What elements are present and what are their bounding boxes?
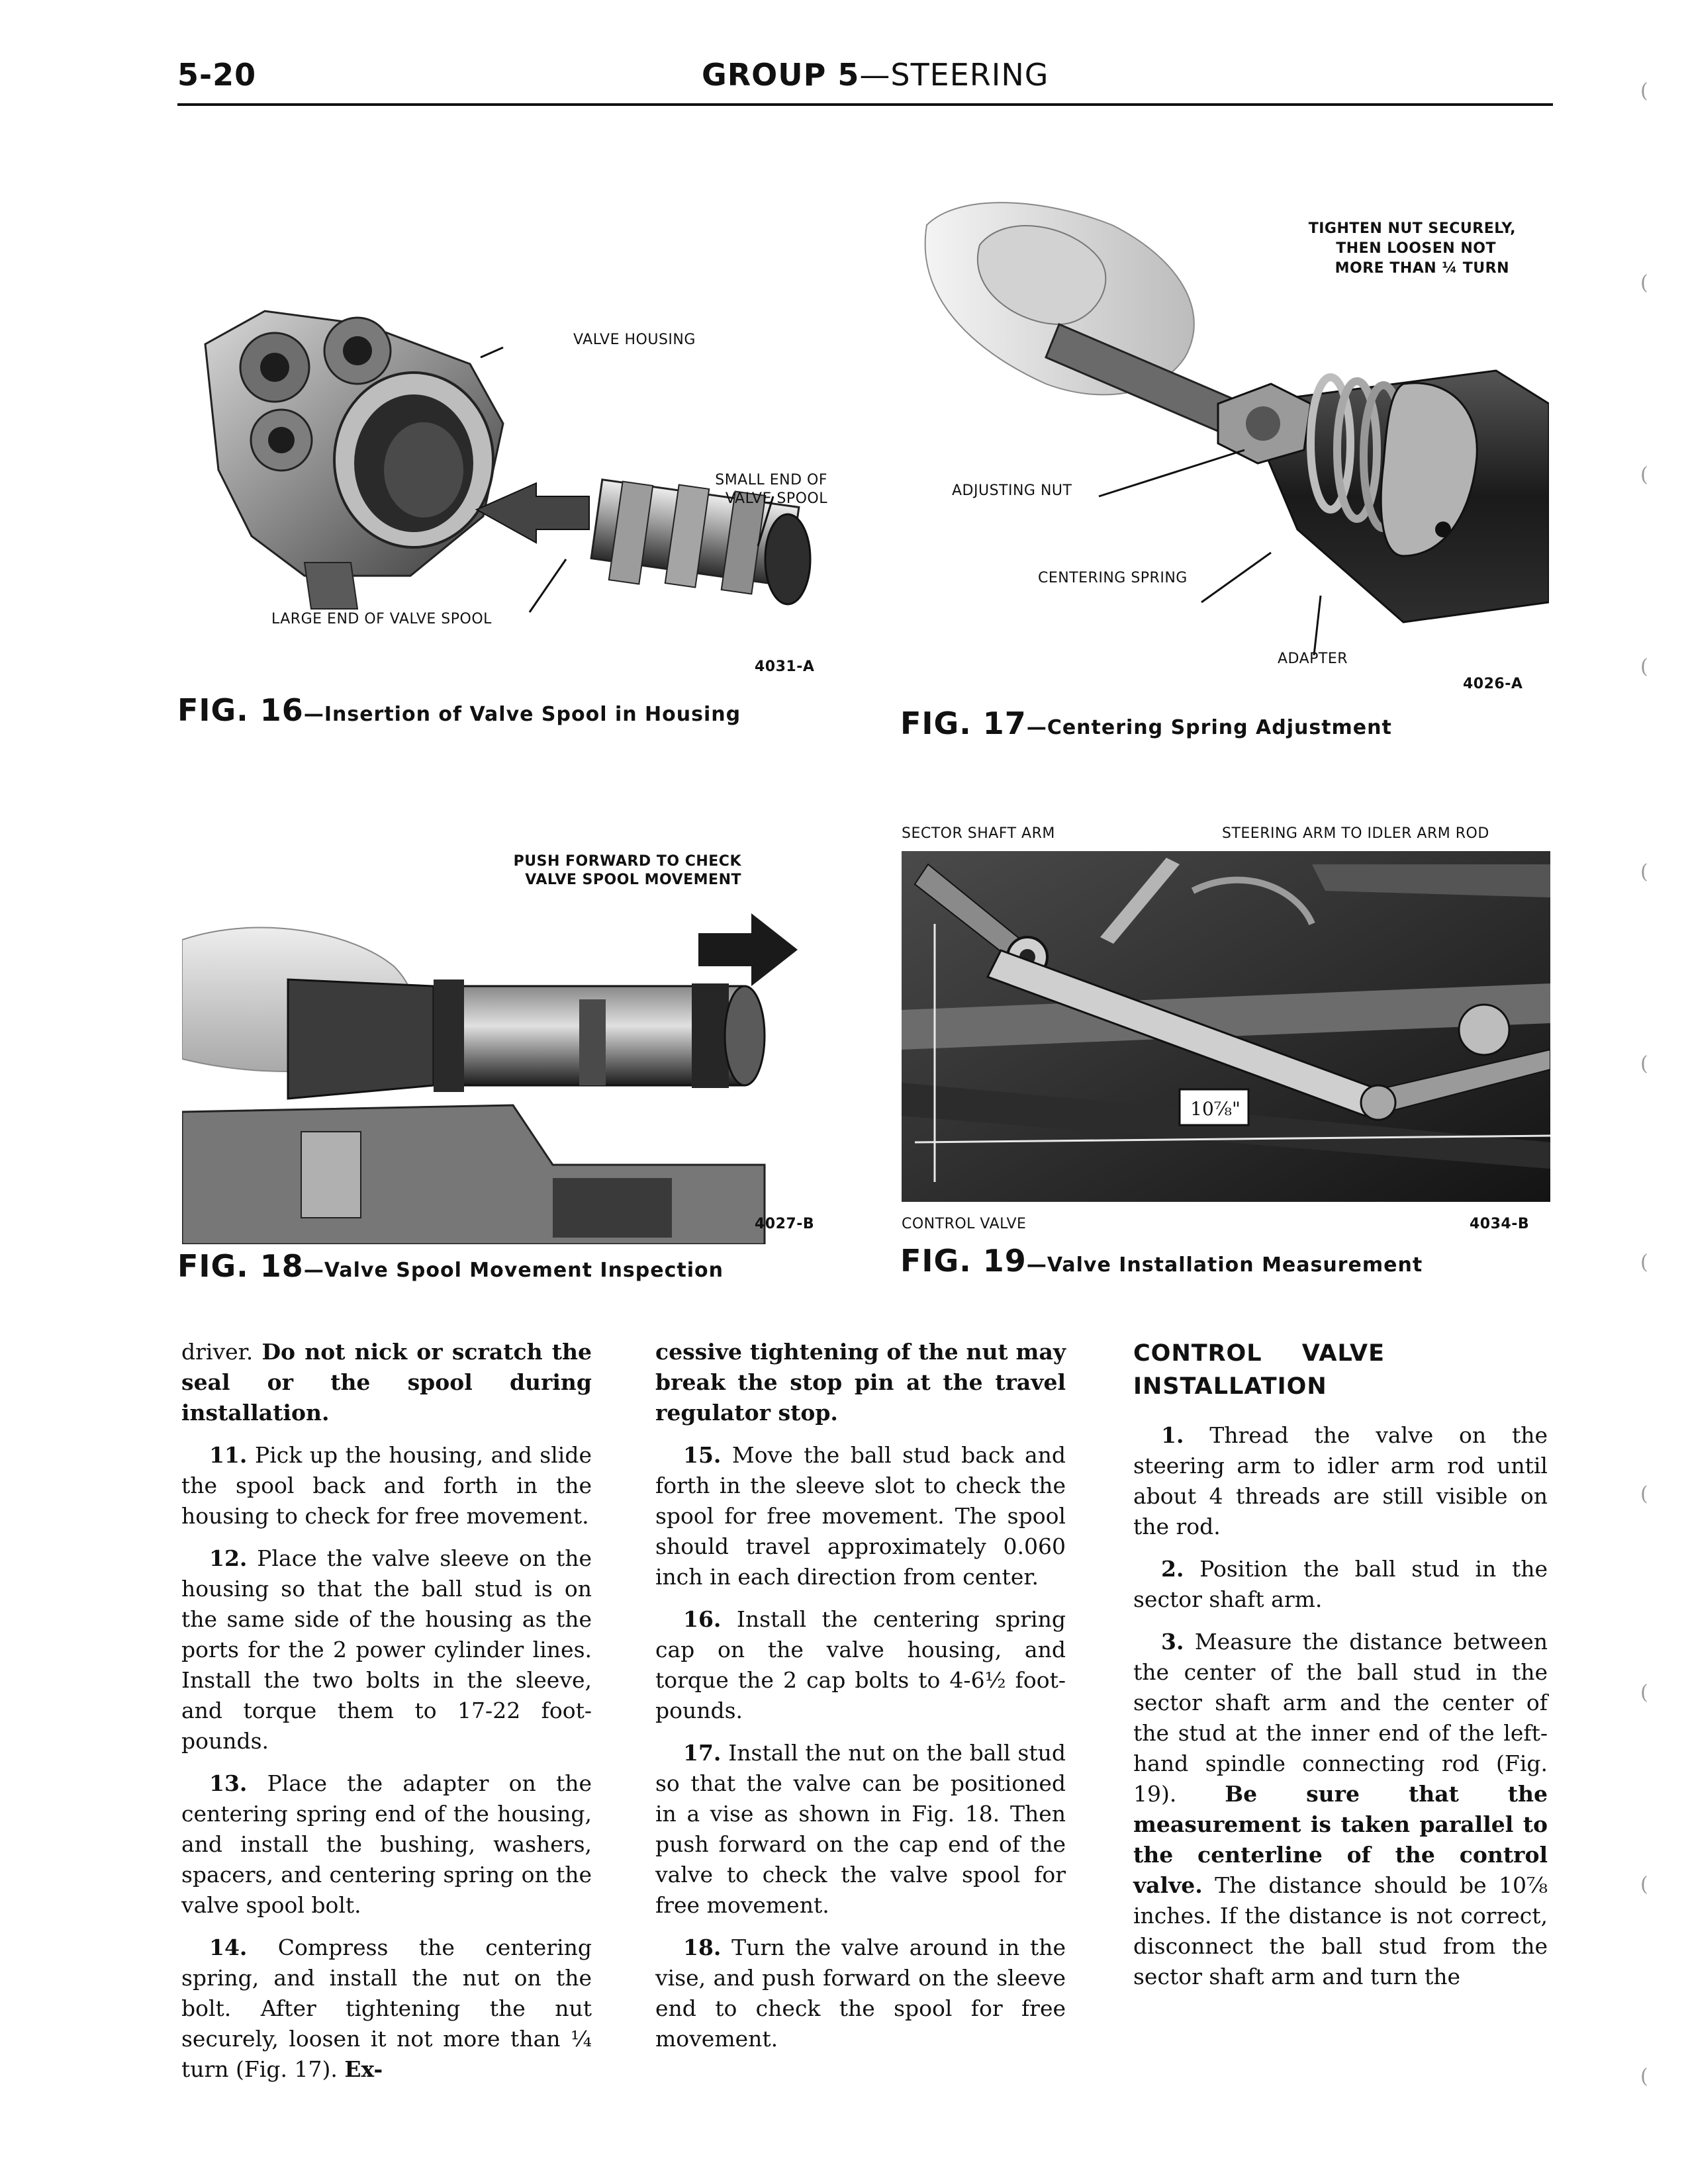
fig19-caption-text: Valve Installation Measurement — [1047, 1253, 1423, 1277]
fig17-label-tighten-3: MORE THAN ¼ TURN — [1335, 260, 1509, 277]
fig16-number: FIG. 16 — [177, 692, 304, 728]
step-11 — [181, 1440, 592, 1531]
step-number: 12. — [209, 1545, 248, 1571]
fig16-label-small-end-1: SMALL END OF — [715, 472, 827, 488]
step-12 — [181, 1543, 592, 1756]
step-text: Compress the centering spring, and install the nut on the bolt. After tightening the nut securely, loosen it not more than ¼ turn (Fig. 17). — [181, 1934, 592, 2082]
margin-mark: ( — [1640, 79, 1648, 103]
valve-measurement-illustration — [902, 851, 1550, 1202]
margin-mark: ( — [1640, 2065, 1648, 2088]
step-number: 16. — [683, 1606, 722, 1632]
fig18-label-push-1: PUSH FORWARD TO CHECK — [513, 853, 741, 870]
fig16-label-large-end: LARGE END OF VALVE SPOOL — [271, 611, 492, 627]
step-text: Turn the valve around in the vise, and push forward on the sleeve end to check the spool for free movement. — [655, 1934, 1066, 2052]
step-number: 1. — [1161, 1422, 1184, 1448]
step-16 — [655, 1604, 1066, 1726]
fig17-label-tighten-2: THEN LOOSEN NOT — [1336, 240, 1496, 257]
paragraph-continuation — [655, 1337, 1066, 1428]
margin-mark: ( — [1640, 860, 1648, 884]
step-number: 14. — [209, 1934, 248, 1960]
fig18-caption — [177, 1248, 724, 1284]
step-18 — [655, 1933, 1066, 2054]
step-number: 18. — [683, 1934, 722, 1960]
fig16-label-valve-housing: VALVE HOUSING — [573, 332, 696, 348]
margin-mark: ( — [1640, 655, 1648, 678]
fig19-label-sector-shaft-arm: SECTOR SHAFT ARM — [902, 825, 1055, 842]
fig19-measurement-label: 10⅞" — [1190, 1098, 1241, 1120]
fig17-code: 4026-A — [1463, 676, 1523, 692]
fig18-number: FIG. 18 — [177, 1248, 304, 1284]
step-number: 2. — [1161, 1556, 1184, 1582]
step-13 — [181, 1768, 592, 1921]
step-number: 15. — [683, 1442, 722, 1468]
fig17-label-adapter: ADAPTER — [1278, 651, 1348, 667]
margin-mark: ( — [1640, 463, 1648, 486]
fig19-label-control-valve: CONTROL VALVE — [902, 1216, 1027, 1232]
fig16-caption-text: Insertion of Valve Spool in Housing — [324, 703, 741, 726]
margin-mark: ( — [1640, 271, 1648, 295]
margin-mark: ( — [1640, 1681, 1648, 1704]
step-text: Install the centering spring cap on the valve housing, and torque the 2 cap bolts to 4-6½ foot-pounds. — [655, 1606, 1066, 1723]
step-number: 11. — [209, 1442, 248, 1468]
margin-mark: ( — [1640, 1251, 1648, 1274]
fig17-caption-text: Centering Spring Adjustment — [1047, 716, 1392, 739]
fig17-number: FIG. 17 — [900, 705, 1027, 741]
fig19-number: FIG. 19 — [900, 1243, 1027, 1279]
step-14 — [181, 1933, 592, 2085]
fig16-caption — [177, 692, 741, 728]
step-text: Measure the distance between the center of the ball stud in the sector shaft arm and the center of the stud at the inner end of the left-hand spindle connecting rod (Fig. 19). — [1133, 1629, 1548, 1807]
fig16-label-small-end-2: VALVE SPOOL — [725, 490, 827, 507]
fig18-caption-text: Valve Spool Movement Inspection — [324, 1259, 724, 1282]
fig19-caption — [900, 1243, 1423, 1279]
text-column-2 — [655, 1337, 1066, 2066]
warning-text: Do not nick or scratch the seal or the spool during installation. — [181, 1339, 592, 1426]
fig18-code: 4027-B — [755, 1216, 815, 1232]
page-header-title — [702, 57, 1049, 93]
fig16-code: 4031-A — [755, 659, 815, 675]
fig19-code: 4034-B — [1470, 1216, 1530, 1232]
install-step-2 — [1133, 1554, 1548, 1615]
warning-text: Ex- — [344, 2056, 383, 2082]
section-heading: CONTROL VALVE INSTALLATION — [1133, 1340, 1385, 1400]
fig17-caption — [900, 705, 1392, 741]
fig17-label-adjusting-nut: ADJUSTING NUT — [952, 482, 1072, 499]
step-15 — [655, 1440, 1066, 1592]
page-number: 5-20 — [177, 57, 257, 93]
step-text: Pick up the housing, and slide the spool back and forth in the housing to check for free movement. — [181, 1442, 592, 1529]
fig16-dash: — — [303, 703, 324, 726]
install-step-1 — [1133, 1420, 1548, 1542]
step-number: 13. — [209, 1770, 248, 1796]
step-text: Thread the valve on the steering arm to idler arm rod until about 4 threads are still visible on the rod. — [1133, 1422, 1548, 1539]
fig19-dash: — — [1026, 1253, 1047, 1277]
step-text: Place the valve sleeve on the housing so that the ball stud is on the same side of the housing as the ports for the 2 power cylinder lines. Install the two bolts in the sleeve, and torque them to 17-22 foot-pounds. — [181, 1545, 592, 1754]
fig17-dash: — — [1026, 716, 1047, 739]
fig18-dash: — — [303, 1259, 324, 1282]
fig18-label-push-2: VALVE SPOOL MOVEMENT — [525, 872, 741, 888]
fig17-label-tighten-1: TIGHTEN NUT SECURELY, — [1308, 220, 1516, 237]
text-run: driver. — [181, 1339, 262, 1365]
fig19-label-steering-arm: STEERING ARM TO IDLER ARM ROD — [1222, 825, 1489, 842]
header-dash: — — [859, 57, 891, 93]
step-text: Place the adapter on the centering spring end of the housing, and install the bushing, washers, spacers, and centering spring on the valve spool bolt. — [181, 1770, 592, 1918]
margin-mark: ( — [1640, 1052, 1648, 1075]
header-section: STEERING — [890, 57, 1049, 93]
margin-mark: ( — [1640, 1873, 1648, 1896]
text-column-1 — [181, 1337, 592, 2097]
step-number: 3. — [1161, 1629, 1184, 1655]
fig17-label-centering-spring: CENTERING SPRING — [1038, 570, 1188, 586]
warning-text: cessive tightening of the nut may break the stop pin at the travel regulator stop. — [655, 1339, 1066, 1426]
margin-mark: ( — [1640, 1482, 1648, 1506]
step-text: Install the nut on the ball stud so that the valve can be positioned in a vise as shown in Fig. 18. Then push forward on the cap end of the valve to check the valve spool for free movement. — [655, 1740, 1066, 1918]
fig19-photo — [902, 851, 1550, 1202]
step-text: Move the ball stud back and forth in the sleeve slot to check the spool for free movement. The spool should travel approximately 0.060 inch in each direction from center. — [655, 1442, 1066, 1590]
step-text: The distance should be 10⅞ inches. If the distance is not correct, disconnect the ball stud from the sector shaft arm and turn the — [1133, 1872, 1548, 1989]
step-text: Position the ball stud in the sector shaft arm. — [1133, 1556, 1548, 1612]
install-step-3 — [1133, 1627, 1548, 1992]
text-column-3 — [1133, 1337, 1548, 2004]
paragraph-continuation — [181, 1337, 592, 1428]
header-rule — [177, 103, 1553, 106]
warning-text: Be sure that the measurement is taken parallel to the centerline of the control valve. — [1133, 1781, 1548, 1898]
header-group: GROUP 5 — [702, 57, 860, 93]
step-number: 17. — [683, 1740, 722, 1766]
step-17 — [655, 1738, 1066, 1921]
